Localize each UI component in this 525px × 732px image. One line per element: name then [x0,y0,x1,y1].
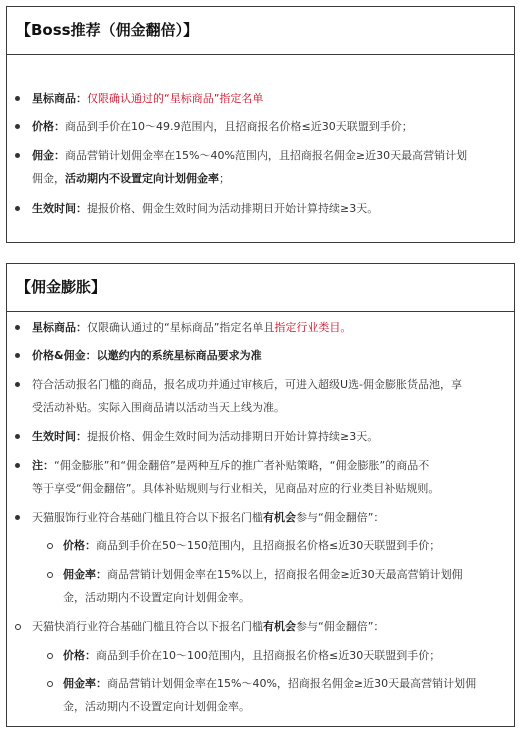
list-item: 星标商品：仅限确认通过的“星标商品”指定名单 [7,87,506,110]
bullet-icon [15,515,20,520]
list-item: 星标商品：仅限确认通过的“星标商品”指定名单且指定行业类目。 [7,316,506,339]
list-item: 佣金：商品营销计划佣金率在15%～40%范围内，且招商报名佣金≥近30天最高营销计划 佣金，活动期内不设置定向计划佣金率； [7,144,506,190]
list-item: 天猫快消行业符合基础门槛且符合以下报名门槛有机会参与“佣金翻倍”： [7,615,506,638]
boss-recommend-section [6,6,515,243]
hollow-bullet-icon [47,572,53,578]
hollow-bullet-icon [47,543,53,549]
sub-list-item: 价格：商品到手价在50～150范围内，且招商报名价格≤近30天联盟到手价； [7,534,506,557]
bullet-icon [15,206,20,211]
list-item: 生效时间：提报价格、佣金生效时间为活动排期日开始计算持续≥3天。 [7,425,506,448]
list-item: 注：“佣金膨胀”和“佣金翻倍”是两种互斥的推广者补贴策略，“佣金膨胀”的商品不 等于享受“佣金翻倍”。具体补贴规则与行业相关，见商品对应的行业类目补贴规则。 [7,454,506,500]
bullet-icon [15,353,20,358]
hollow-bullet-icon [47,681,53,687]
section-title: 【佣金膨胀】 [7,264,514,312]
list-item: 价格：商品到手价在10～49.9范围内，且招商报名价格≤近30天联盟到手价； [7,115,506,138]
list-item: 生效时间：提报价格、佣金生效时间为活动排期日开始计算持续≥3天。 [7,197,506,220]
sub-list-item: 佣金率：商品营销计划佣金率在15%以上，招商报名佣金≥近30天最高营销计划佣 金，活动期内不设置定向计划佣金率。 [7,563,506,609]
bullet-icon [15,124,20,129]
sub-list-item: 价格：商品到手价在10～100范围内，且招商报名价格≤近30天联盟到手价； [7,644,506,667]
list-item: 天猫服饰行业符合基础门槛且符合以下报名门槛有机会参与“佣金翻倍”： [7,506,506,529]
list-item: 符合活动报名门槛的商品，报名成功并通过审核后，可进入超级U选-佣金膨胀货品池，享 受活动补贴。实际入围商品请以活动当天上线为准。 [7,373,506,419]
list-item: 价格&佣金：以邀约内的系统星标商品要求为准 [7,344,506,367]
bullet-icon [15,463,20,468]
bullet-icon [15,434,20,439]
bullet-icon [15,153,20,158]
section-title: 【Boss推荐（佣金翻倍）】 [7,7,514,55]
hollow-bullet-icon [47,653,53,659]
hollow-bullet-icon [15,624,21,630]
bullet-icon [15,382,20,387]
sub-list-item: 佣金率：商品营销计划佣金率在15%～40%，招商报名佣金≥近30天最高营销计划佣 金，活动期内不设置定向计划佣金率。 [7,672,506,718]
bullet-icon [15,96,20,101]
commission-boost-section [6,263,515,727]
bullet-icon [15,325,20,330]
